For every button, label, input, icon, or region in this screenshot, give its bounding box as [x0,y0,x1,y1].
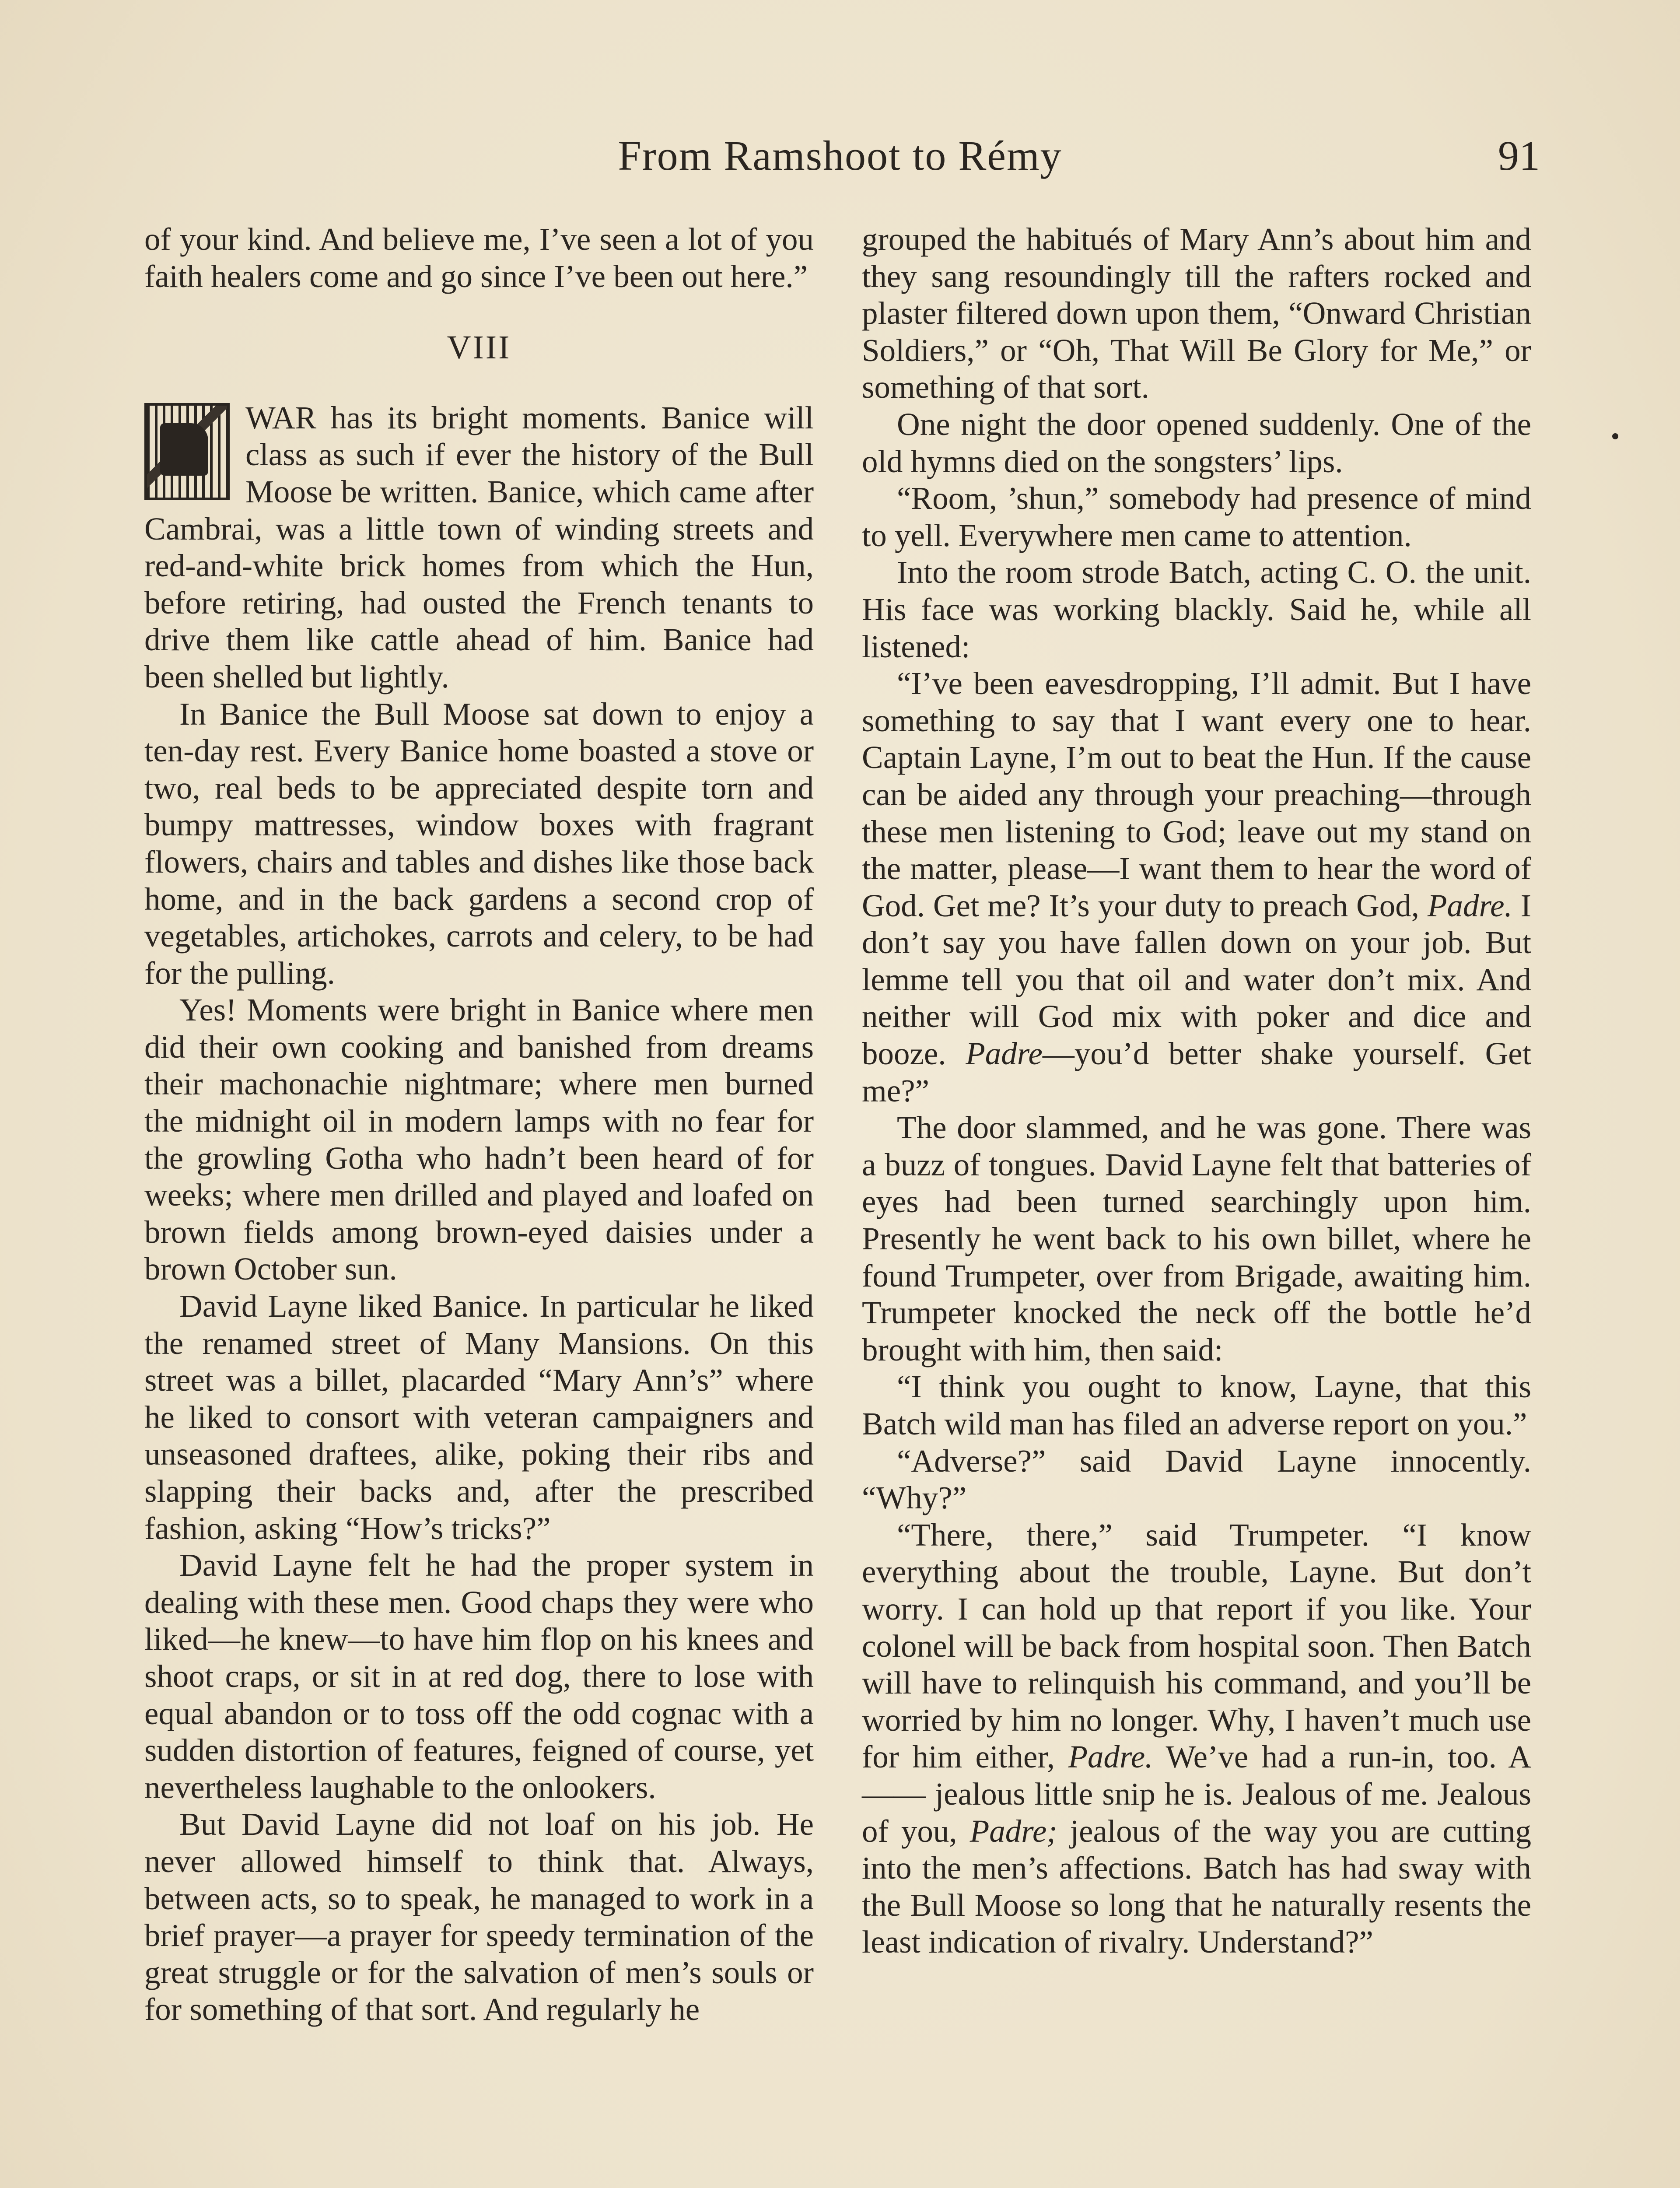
paragraph: David Layne felt he had the proper system in dealing with these men. Good chaps they were who liked—he knew—to have him flop on his knees and shoot craps, or sit in at red dog, there to lose with equal abandon or to toss off the odd cognac with a sudden distortion of features, feigned of course, yet nevertheless laughable to the onlookers. [144,1547,814,1805]
paragraph: grouped the habitués of Mary Ann’s about him and they sang resoundingly till the rafters rocked and plaster filtered down upon them, “Onward Christian Soldiers,” or “Oh, That Will Be Glory for Me,” or something of that sort. [862,221,1531,405]
paragraph [862,665,1531,1109]
text-run: jealous of the way you are cutting into the men’s affections. Batch has had sway with the Bull Moose so long that he naturally resents the least indication of rivalry. Understand?” [862,1813,1531,1960]
paragraph: The door slammed, and he was gone. There was a buzz of tongues. David Layne felt that batteries of eyes had been turned searchingly upon him. Presently he went back to his own billet, where he found Trumpeter, over from Brigade, awaiting him. Trumpeter knocked the neck off the bottle he’d brought with him, then said: [862,1110,1531,1368]
paragraph-text: WAR has its bright moments. Banice will class as such if ever the history of the Bull Moose be written. Banice, which came after Cambrai, was a little town of winding streets and red-and-white brick homes from which the Hun, before retiring, had ousted the French tenants to drive them like cattle ahead of him. Banice had been shelled but lightly. [144,400,814,694]
paragraph: David Layne liked Banice. In particular he liked the renamed street of Many Mansions. On this street was a billet, placarded “Mary Ann’s” where he liked to consort with veteran campaigners and unseasoned draftees, alike, poking their ribs and slapping their backs and, after the prescribed fashion, asking “How’s tricks?” [144,1288,814,1546]
page-number: 91 [1498,132,1540,179]
paragraph: In Banice the Bull Moose sat down to enjoy a ten-day rest. Every Banice home boasted a stove or two, real beds to be appreciated despite torn and bumpy mattresses, window boxes with fragrant flowers, chairs and tables and dishes like those back home, and in the back gardens a second crop of vegetables, artichokes, carrots and celery, to be had for the pulling. [144,696,814,991]
running-title: From Ramshoot to Rémy [618,132,1062,179]
text-run: I don’t say you have fallen down on your job. But lemme tell you that oil and water don’t mix. And neither will God mix with poker and dice and booze. [862,887,1532,1072]
italic-text: Padre; [970,1813,1057,1849]
paragraph: Yes! Moments were bright in Banice where men did their own cooking and banished from dreams their machonachie nightmare; where men burned the midnight oil in modern lamps with no fear for the growling Gotha who hadn’t been heard of for weeks; where men drilled and played and loafed on brown fields among brown-eyed daisies under a brown October sun. [144,992,814,1287]
paragraph [862,1517,1531,1961]
paragraph: One night the door opened suddenly. One of the old hymns died on the songsters’ lips. [862,406,1531,479]
paragraph: “Room, ’shun,” somebody had presence of mind to yell. Everywhere men came to attention. [862,480,1531,553]
paragraph: “Adverse?” said David Layne innocently. “Why?” [862,1443,1531,1516]
italic-text: Padre. [1068,1739,1153,1775]
text-run: “There, there,” said Trumpeter. “I know everything about the trouble, Layne. But don’t worry. I can hold up that report if you like. Your colonel will be back from hospital soon. Then Batch will have to relinquish his command, and you’ll be worried by him no longer. Why, I haven’t much use for him either, [862,1517,1531,1775]
decorative-initial-icon [144,403,230,500]
text-run: —you’d better shake yourself. Get me?” [862,1036,1531,1108]
left-column [144,221,814,2028]
text-run: We’ve had a run-in, too. A —— jealous little snip he is. Jealous of me. Jealous of you, [862,1739,1531,1849]
ink-fleck [1612,433,1618,439]
right-column [862,221,1531,1961]
paragraph: of your kind. And believe me, I’ve seen a lot of you faith healers come and go since I’ve been out here.” [144,221,814,294]
text-run: “I’ve been eavesdropping, I’ll admit. But I have something to say that I want every one to hear. Captain Layne, I’m out to beat the Hun. If the cause can be aided any through your preaching—through these men listening to God; leave out my stand on the matter, please—I want them to hear the word of God. Get me? It’s your duty to preach God, [862,666,1531,923]
page-header [140,131,1540,197]
paragraph-with-dropcap [144,400,814,696]
paragraph: Into the room strode Batch, acting C. O. the unit. His face was working blackly. Said he, while all listened: [862,554,1531,664]
italic-text: Padre [966,1036,1043,1072]
section-heading: VIII [447,329,511,366]
italic-text: Padre. [1427,887,1512,923]
paragraph: But David Layne did not loaf on his job. He never allowed himself to think that. Always, between acts, so to speak, he managed to work in a brief prayer—a prayer for speedy termination of the great struggle or for the salvation of men’s souls or for something of that sort. And regularly he [144,1806,814,2027]
paragraph: “I think you ought to know, Layne, that this Batch wild man has filed an adverse report on you.” [862,1369,1531,1441]
